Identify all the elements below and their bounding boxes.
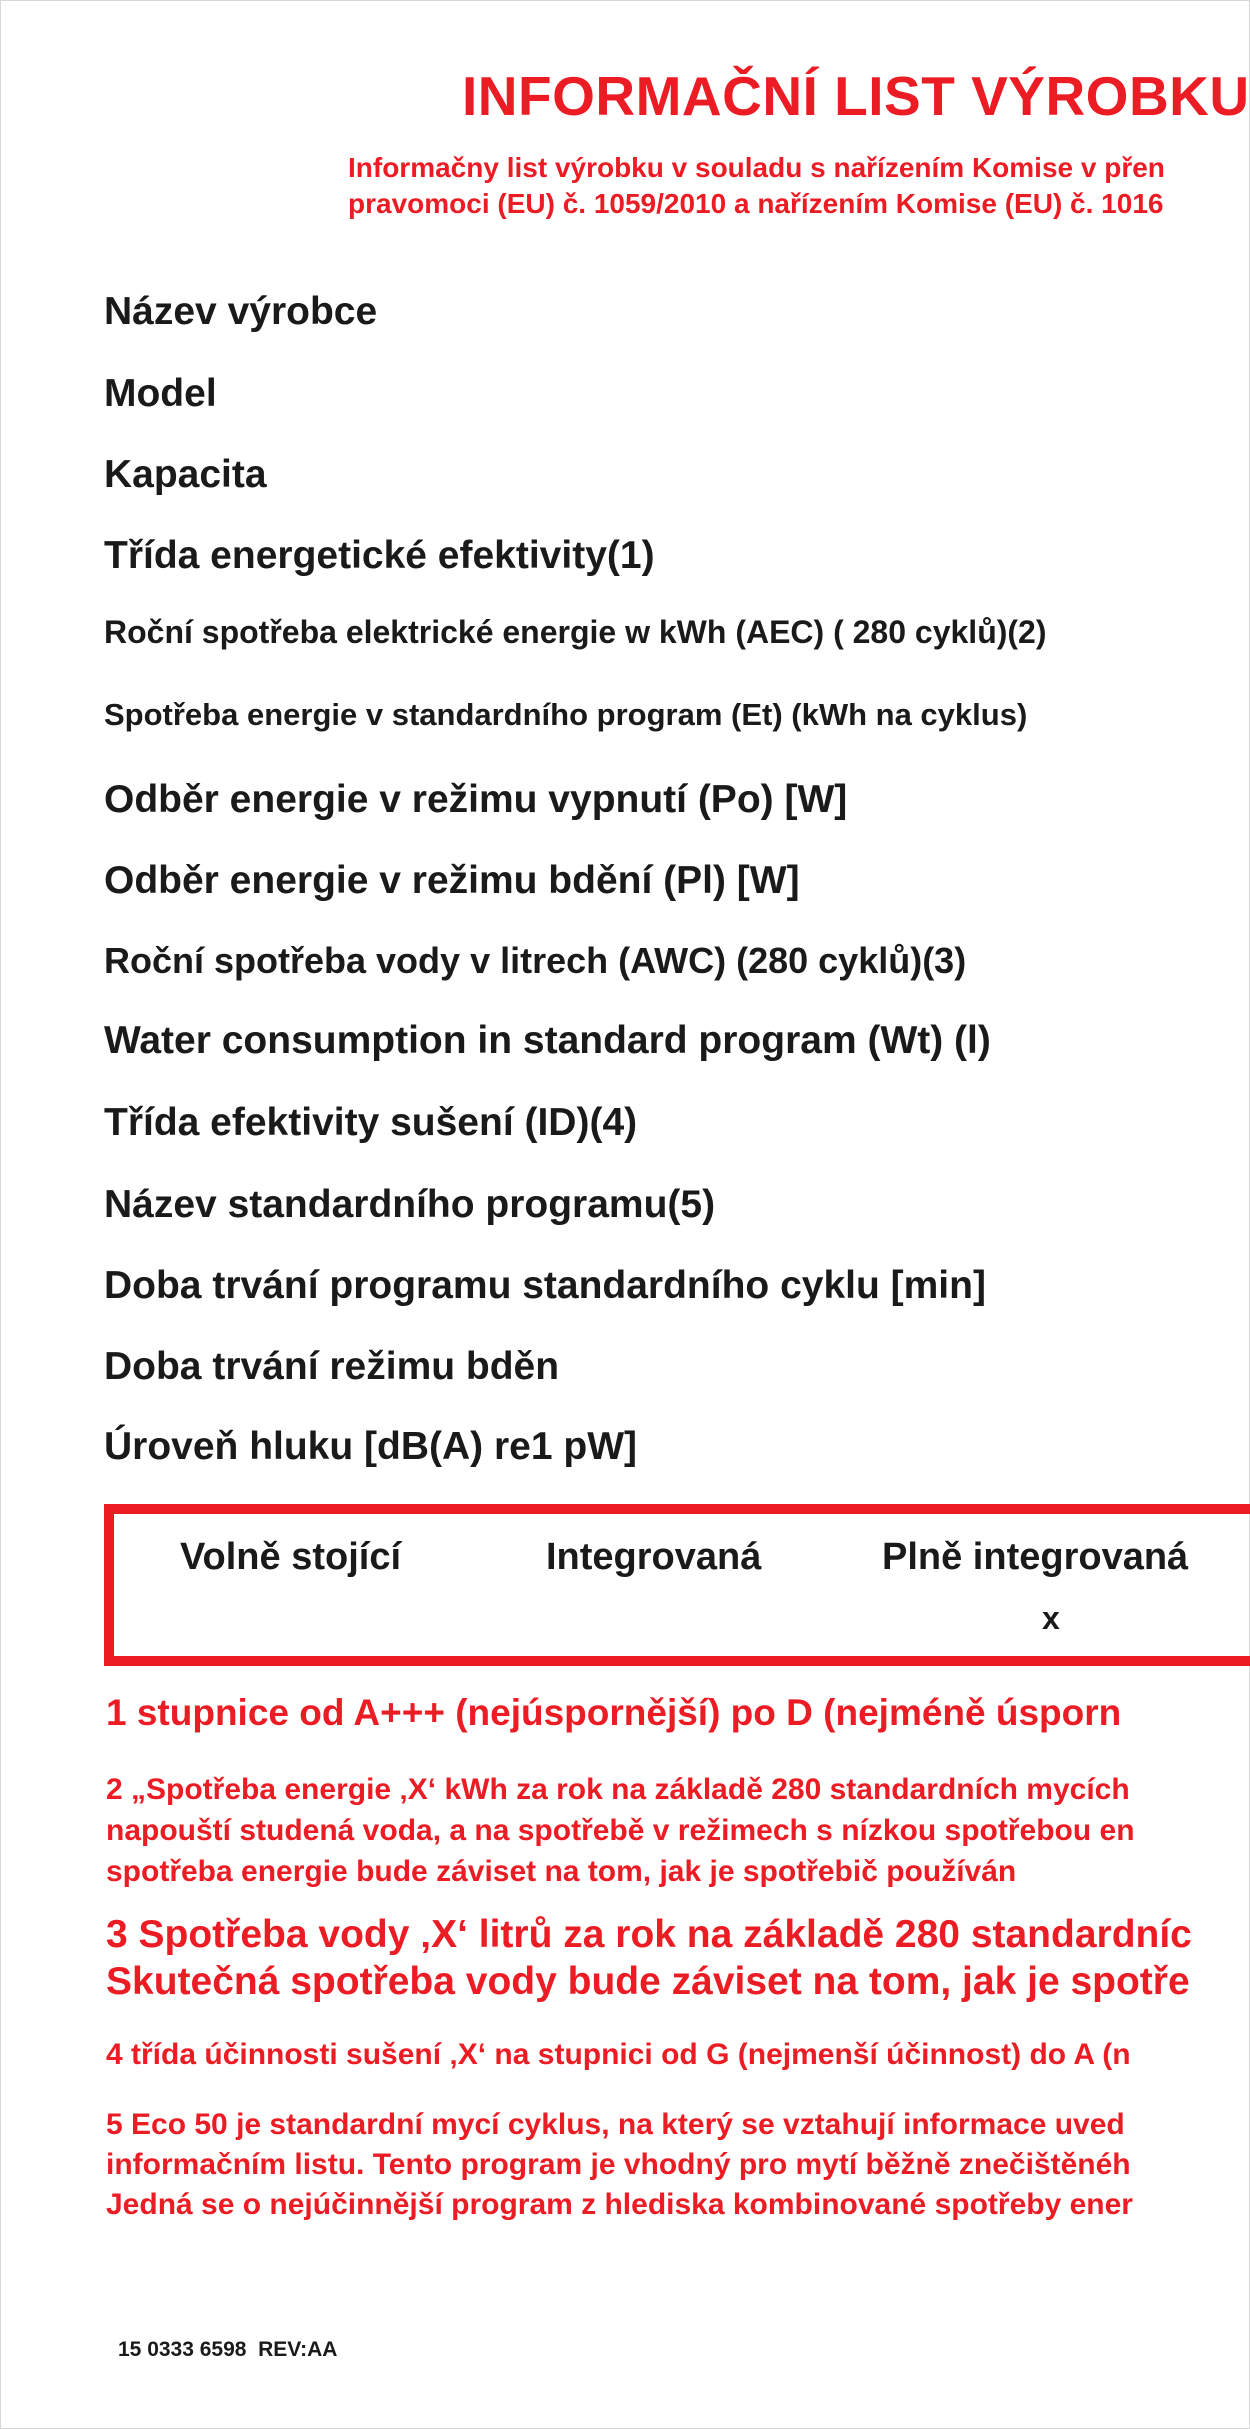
field-standard-program-name: Název standardního programu(5)	[104, 1183, 716, 1226]
subtitle-line-2: pravomoci (EU) č. 1059/2010 a nařízením Komise (EU) č. 1016	[348, 188, 1164, 219]
subtitle-line-1: Informačny list výrobku v souladu s nařízením Komise v přen	[348, 152, 1165, 183]
field-off-mode-power: Odběr energie v režimu vypnutí (Po) [W]	[104, 778, 848, 821]
field-left-on-mode-duration: Doba trvání režimu bděn	[104, 1345, 560, 1388]
page-title: INFORMAČNÍ LIST VÝROBKU	[462, 65, 1250, 127]
note-2-line-3: spotřeba energie bude záviset na tom, jak je spotřebič používán	[106, 1855, 1017, 1888]
note-2-line-2: napouští studená voda, a na spotřebě v režimech s nízkou spotřebou en	[106, 1814, 1135, 1847]
field-model: Model	[104, 372, 217, 415]
field-standard-program-energy: Spotřeba energie v standardního program (Et) (kWh na cyklus)	[104, 697, 1028, 732]
note-4: 4 třída účinnosti sušení ‚X‘ na stupnici od G (nejmenší účinnost) do A (n	[106, 2038, 1131, 2071]
field-standard-cycle-duration: Doba trvání programu standardního cyklu [min]	[104, 1264, 986, 1307]
field-standard-program-water: Water consumption in standard program (Wt) (l)	[104, 1019, 991, 1062]
installation-option-fully-integrated: Plně integrovaná	[882, 1536, 1189, 1578]
field-manufacturer-name: Název výrobce	[104, 290, 378, 333]
field-noise-level: Úroveň hluku [dB(A) re1 pW]	[104, 1425, 637, 1468]
field-annual-water-consumption: Roční spotřeba vody v litrech (AWC) (280 cyklů)(3)	[104, 940, 967, 981]
installation-type-box	[104, 1504, 1250, 1666]
field-capacity: Kapacita	[104, 453, 267, 496]
installation-option-freestanding: Volně stojící	[180, 1536, 402, 1578]
field-drying-efficiency-class: Třída efektivity sušení (ID)(4)	[104, 1101, 638, 1144]
note-3-line-2: Skutečná spotřeba vody bude záviset na tom, jak je spotře	[106, 1960, 1190, 2003]
note-5-line-2: informačním listu. Tento program je vhodný pro mytí běžně znečištěnéh	[106, 2148, 1131, 2181]
note-2-line-1: 2 „Spotřeba energie ‚X‘ kWh za rok na základě 280 standardních mycích	[106, 1773, 1130, 1806]
note-3-line-1: 3 Spotřeba vody ‚X‘ litrů za rok na základě 280 standardníc	[106, 1913, 1192, 1956]
field-annual-energy-consumption: Roční spotřeba elektrické energie w kWh (AEC) ( 280 cyklů)(2)	[104, 614, 1047, 650]
document-reference: 15 0333 6598 REV:AA	[118, 2338, 338, 2361]
note-1: 1 stupnice od A+++ (nejúspornější) po D (nejméně úsporn	[106, 1692, 1122, 1733]
note-5-line-1: 5 Eco 50 je standardní mycí cyklus, na který se vztahují informace uved	[106, 2108, 1125, 2141]
field-energy-efficiency-class: Třída energetické efektivity(1)	[104, 534, 655, 577]
installation-selected-mark: x	[1042, 1600, 1060, 1636]
field-left-on-mode-power: Odběr energie v režimu bdění (Pl) [W]	[104, 859, 800, 902]
note-5-line-3: Jedná se o nejúčinnější program z hlediska kombinované spotřeby ener	[106, 2188, 1133, 2221]
installation-option-integrated: Integrovaná	[546, 1536, 762, 1578]
